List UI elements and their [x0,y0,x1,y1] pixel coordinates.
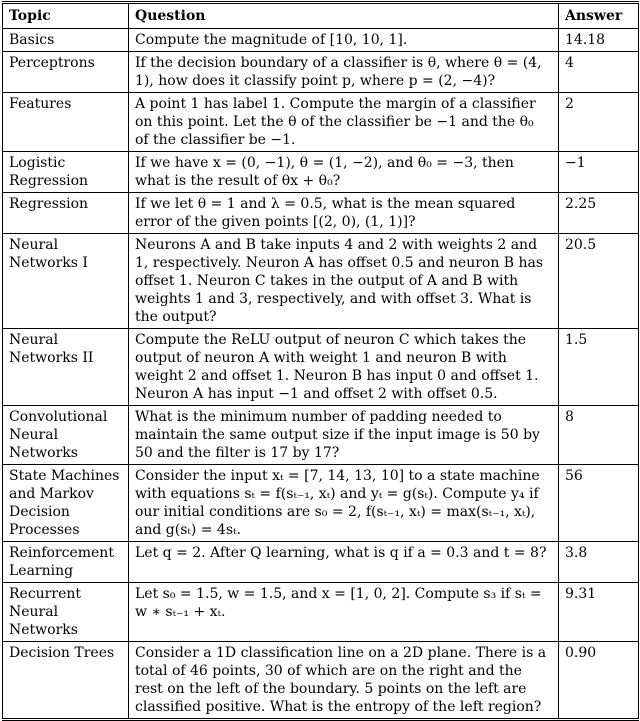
cell-question: If we have x = (0, −1), θ = (1, −2), and θ₀ = −3, then what is the result of θx + θ₀? [129,152,559,193]
qa-table [2,1,639,721]
cell-question: Consider the input xₜ = [7, 14, 13, 10] to a state machine with equations sₜ = f(sₜ₋₁, xₜ) and yₜ = g(sₜ). Compute y₄ if our initial conditions are s₀ = 2, f(sₜ₋₁, xₜ) = max(sₜ₋₁, xₜ), and g(sₜ) = 4sₜ. [129,465,559,542]
cell-question: If we let θ = 1 and λ = 0.5, what is the mean squared error of the given points [(2, 0), (1, 1)]? [129,193,559,234]
table-header-row [3,3,639,29]
table-row [3,465,639,542]
cell-answer: 14.18 [559,29,639,52]
header-topic: Topic [3,3,129,29]
table-row [3,193,639,234]
cell-topic: Perceptrons [3,52,129,93]
cell-topic: Convolutional Neural Networks [3,406,129,465]
header-answer: Answer [559,3,639,29]
cell-question: Consider a 1D classification line on a 2D plane. There is a total of 46 points, 30 of which are on the right and the rest on the left of the boundary. 5 points on the left are classified positive. What is the entropy of the left region? [129,642,559,720]
cell-answer: 9.31 [559,583,639,642]
cell-topic: Reinforcement Learning [3,542,129,583]
cell-topic: Neural Networks I [3,234,129,329]
cell-question: Neurons A and B take inputs 4 and 2 with weights 2 and 1, respectively. Neuron A has offset 0.5 and neuron B has offset 1. Neuron C takes in the output of A and B with weights 1 and 3, respectively, and with offset 3. What is the output? [129,234,559,329]
cell-answer: 8 [559,406,639,465]
cell-answer: 56 [559,465,639,542]
cell-question: Compute the magnitude of [10, 10, 1]. [129,29,559,52]
cell-topic: Neural Networks II [3,329,129,406]
table-row [3,542,639,583]
cell-answer: 1.5 [559,329,639,406]
table-row [3,329,639,406]
cell-question: Let q = 2. After Q learning, what is q if a = 0.3 and t = 8? [129,542,559,583]
cell-topic: Recurrent Neural Networks [3,583,129,642]
table-row [3,29,639,52]
cell-answer: 20.5 [559,234,639,329]
cell-topic: Logistic Regression [3,152,129,193]
table-row [3,406,639,465]
cell-question: Let s₀ = 1.5, w = 1.5, and x = [1, 0, 2]. Compute s₃ if sₜ = w ∗ sₜ₋₁ + xₜ. [129,583,559,642]
table-row [3,234,639,329]
cell-question: What is the minimum number of padding needed to maintain the same output size if the input image is 50 by 50 and the filter is 17 by 17? [129,406,559,465]
cell-answer: 2.25 [559,193,639,234]
cell-topic: Basics [3,29,129,52]
table-row [3,52,639,93]
table-row [3,152,639,193]
cell-topic: State Machines and Markov Decision Processes [3,465,129,542]
cell-question: Compute the ReLU output of neuron C which takes the output of neuron A with weight 1 and neuron B with weight 2 and offset 1. Neuron B has input 0 and offset 1. Neuron A has input −1 and offset 2 with offset 0.5. [129,329,559,406]
header-question: Question [129,3,559,29]
cell-answer: −1 [559,152,639,193]
cell-question: If the decision boundary of a classifier is θ, where θ = (4, 1), how does it classify point p, where p = (2, −4)? [129,52,559,93]
table-row [3,93,639,152]
cell-question: A point 1 has label 1. Compute the margin of a classifier on this point. Let the θ of the classifier be −1 and the θ₀ of the classifier be −1. [129,93,559,152]
cell-topic: Features [3,93,129,152]
cell-answer: 0.90 [559,642,639,720]
cell-topic: Decision Trees [3,642,129,720]
table-row [3,642,639,720]
cell-answer: 4 [559,52,639,93]
cell-answer: 2 [559,93,639,152]
table-row [3,583,639,642]
cell-answer: 3.8 [559,542,639,583]
cell-topic: Regression [3,193,129,234]
